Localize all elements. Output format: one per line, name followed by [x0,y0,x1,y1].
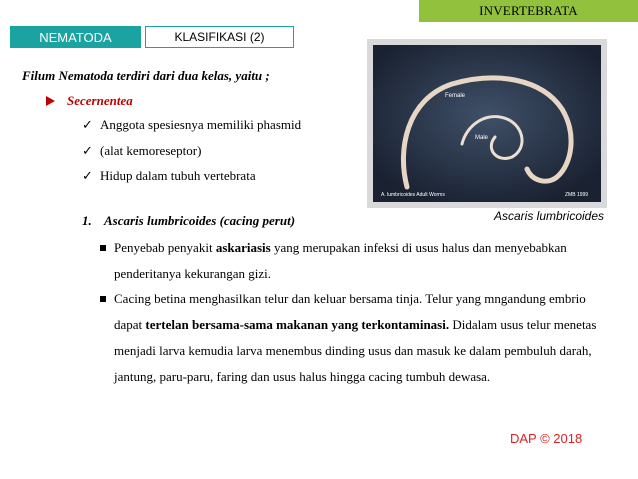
arrow-bullet-icon [46,96,55,106]
checkmark-icon: ✓ [82,168,93,183]
banner-invertebrata: INVERTEBRATA [419,0,638,22]
ascaris-photo [367,39,607,208]
bullet-paragraph-1 [114,235,614,287]
square-bullet-icon [100,245,106,251]
check-item [82,168,256,184]
class-title: Secernentea [67,93,133,108]
checkmark-icon: ✓ [82,143,93,158]
bullet2-text-post: Didalam usus telur menetas menjadi larva kemudia larva menembus dinding usus dan masuk ke dalam pembuluh darah, jantung, paru-paru, faring dan usus halus hingga cacing tumbuh dewasa. [114,317,597,384]
tab-klasifikasi[interactable]: KLASIFIKASI (2) [145,26,294,48]
worm-photo-graphic [367,39,607,208]
check-item-label: Anggota spesiesnya memiliki phasmid [100,117,302,132]
photo-footer-right: ZMB 1999 [565,192,589,198]
check-item [82,143,201,159]
copyright-footer: DAP © 2018 [510,431,583,446]
check-item-label: Hidup dalam tubuh vertebrata [100,168,256,183]
square-bullet-icon [100,296,106,302]
bullet2-text-pre: Cacing betina menghasilkan telur dan keluar bersama tinja. Telur yang mngandung embrio dapat [114,291,586,332]
checkmark-icon: ✓ [82,117,93,132]
photo-caption: Ascaris lumbricoides [494,209,605,223]
female-label: Female [445,93,466,99]
class-heading [46,93,133,109]
check-item [82,117,301,133]
bullet1-text-bold: askariasis [215,240,271,255]
numbered-heading [82,213,295,229]
check-item-label: (alat kemoreseptor) [100,143,202,158]
tab-nematoda[interactable]: NEMATODA [10,26,141,48]
male-label: Male [475,135,489,141]
bullet1-text-pre: Penyebab penyakit [114,240,216,255]
bullet2-text-bold: tertelan bersama-sama makanan yang terkontaminasi. [145,317,450,332]
item-number: 1. [82,213,92,228]
photo-footer-left: A. lumbricoides Adult Worms [381,192,445,198]
bullet-paragraph-2 [114,286,614,390]
species-title: Ascaris lumbricoides (cacing perut) [104,213,296,228]
bullet1-text-post: yang merupakan infeksi di usus halus dan menyebabkan penderitanya kekurangan gizi. [114,240,567,281]
intro-text: Filum Nematoda terdiri dari dua kelas, yaitu ; [22,68,270,83]
